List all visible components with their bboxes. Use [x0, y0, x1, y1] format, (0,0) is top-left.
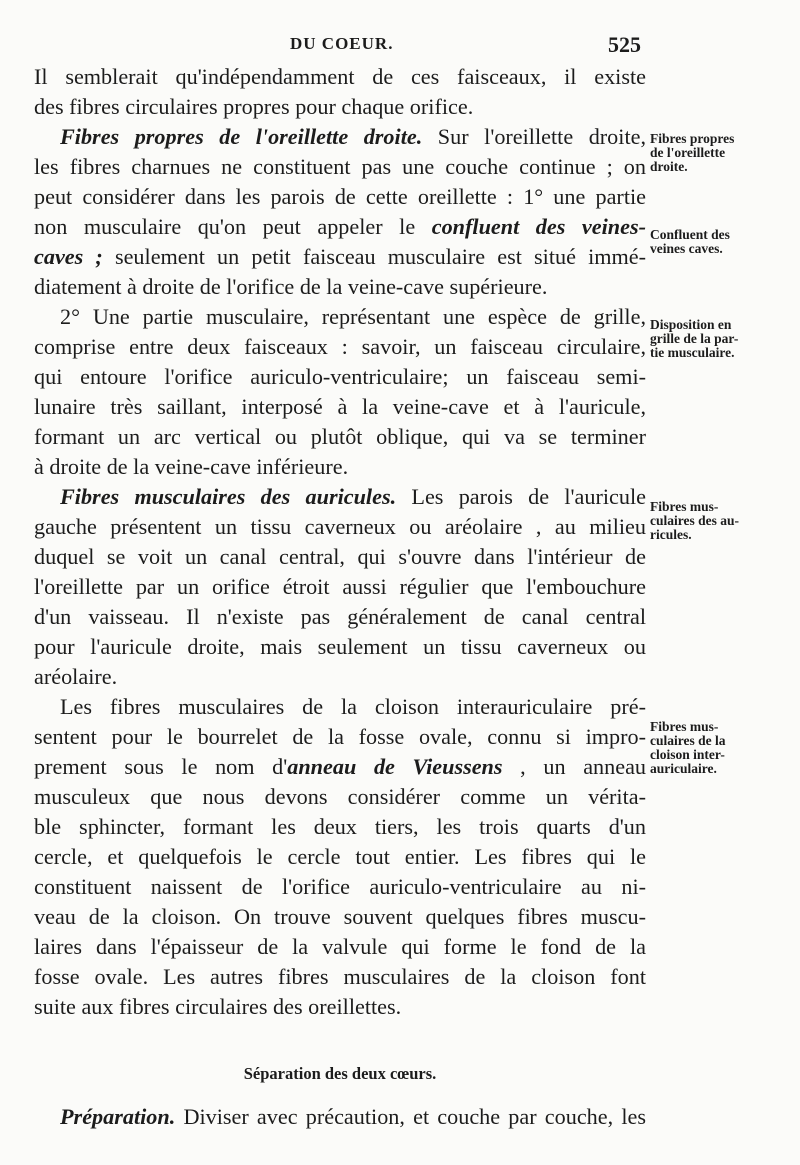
- text-line: peut considérer dans les parois de cette oreillette : 1° une partie: [34, 184, 646, 209]
- text-line: fosse ovale. Les autres fibres musculaires de la cloison font: [34, 964, 646, 989]
- text-line: gauche présentent un tissu caverneux ou aréolaire , au milieu: [34, 514, 646, 539]
- margin-note-line: Confluent des: [650, 227, 730, 242]
- text-line: pour l'auricule droite, mais seulement un tissu caverneux ou: [34, 634, 646, 659]
- margin-note-disposition-grille: [650, 318, 768, 360]
- text-run: Sur l'oreillette droite,: [422, 124, 646, 149]
- section-heading-fibres-auricules: Fibres musculaires des auricules.: [60, 484, 397, 509]
- margin-note-line: droite.: [650, 159, 688, 174]
- text-line: d'un vaisseau. Il n'existe pas généralement de canal central: [34, 604, 646, 629]
- margin-note-fibres-auricules: [650, 500, 768, 542]
- text-line: constituent naissent de l'orifice auriculo-ventriculaire au ni-: [34, 874, 646, 899]
- text-run: , un anneau: [502, 754, 646, 779]
- text-line: l'oreillette par un orifice étroit aussi régulier que l'embouchure: [34, 574, 646, 599]
- page-number: 525: [608, 32, 641, 57]
- margin-note-line: Fibres mus-: [650, 719, 719, 734]
- section-heading-preparation: Préparation.: [60, 1104, 176, 1129]
- section-heading-fibres-oreillette-droite: Fibres propres de l'oreillette droite.: [60, 124, 423, 149]
- text-line: [34, 242, 646, 272]
- margin-note-line: tie musculaire.: [650, 345, 735, 360]
- text-run: seulement un petit faisceau musculaire est situé immé-: [102, 244, 646, 269]
- text-line: [34, 212, 646, 242]
- text-run: Les parois de l'auricule: [396, 484, 646, 509]
- margin-note-line: culaires des au-: [650, 513, 740, 528]
- emphasis-text: confluent des veines-: [431, 214, 646, 239]
- text-line: duquel se voit un canal central, qui s'ouvre dans l'intérieur de: [34, 544, 646, 569]
- margin-note-fibres-cloison: [650, 720, 768, 776]
- emphasis-text: anneau de Vieussens: [287, 754, 503, 779]
- text-line: comprise entre deux faisceaux : savoir, un faisceau circulaire,: [34, 334, 646, 359]
- margin-note-line: Fibres mus-: [650, 499, 719, 514]
- text-line: laires dans l'épaisseur de la valvule qui forme le fond de la: [34, 934, 646, 959]
- text-line: [34, 752, 646, 782]
- margin-note-line: veines caves.: [650, 241, 723, 256]
- text-line: aréolaire.: [34, 664, 118, 689]
- text-line: [60, 1102, 646, 1132]
- margin-note-line: culaires de la: [650, 733, 726, 748]
- text-run: Diviser avec précaution, et couche par couche, les: [175, 1104, 646, 1129]
- text-line: [34, 482, 646, 512]
- margin-note-line: grille de la par-: [650, 331, 739, 346]
- text-line: 2° Une partie musculaire, représentant une espèce de grille,: [60, 304, 646, 329]
- text-line: [34, 122, 646, 152]
- text-line: veau de la cloison. On trouve souvent quelques fibres muscu-: [34, 904, 646, 929]
- text-line: ble sphincter, formant les deux tiers, les trois quarts d'un: [34, 814, 646, 839]
- text-line: formant un arc vertical ou plutôt oblique, qui va se terminer: [34, 424, 646, 449]
- margin-note-fibres-propres: [650, 132, 768, 174]
- running-title: DU COEUR.: [290, 34, 394, 53]
- text-line: lunaire très saillant, interposé à la veine-cave et à l'auricule,: [34, 394, 646, 419]
- margin-note-line: Disposition en: [650, 317, 732, 332]
- text-line: des fibres circulaires propres pour chaque orifice.: [34, 94, 474, 119]
- text-line: musculeux que nous devons considérer comme un vérita-: [34, 784, 646, 809]
- text-line: Les fibres musculaires de la cloison interauriculaire pré-: [60, 694, 646, 719]
- margin-note-line: de l'oreillette: [650, 145, 726, 160]
- text-line: sentent pour le bourrelet de la fosse ovale, connu si impro-: [34, 724, 646, 749]
- text-line: les fibres charnues ne constituent pas une couche continue ; on: [34, 154, 646, 179]
- text-line: à droite de la veine-cave inférieure.: [34, 454, 349, 479]
- margin-note-confluent: [650, 228, 768, 256]
- emphasis-text: caves ;: [34, 244, 103, 269]
- page-header: [0, 32, 800, 56]
- margin-note-line: Fibres propres: [650, 131, 735, 146]
- margin-note-line: auriculaire.: [650, 761, 717, 776]
- text-line: qui entoure l'orifice auriculo-ventriculaire; un faisceau semi-: [34, 364, 646, 389]
- text-line: diatement à droite de l'orifice de la veine-cave supérieure.: [34, 274, 548, 299]
- text-line: suite aux fibres circulaires des oreillettes.: [34, 994, 402, 1019]
- text-line: Il semblerait qu'indépendamment de ces faisceaux, il existe: [34, 64, 646, 89]
- text-line: cercle, et quelquefois le cercle tout entier. Les fibres qui le: [34, 844, 646, 869]
- margin-note-line: ricules.: [650, 527, 692, 542]
- margin-note-line: cloison inter-: [650, 747, 725, 762]
- text-run: prement sous le nom d': [34, 754, 288, 779]
- main-text: [34, 62, 646, 1022]
- text-run: non musculaire qu'on peut appeler le: [34, 214, 432, 239]
- section-subheading: Séparation des deux cœurs.: [243, 1064, 437, 1083]
